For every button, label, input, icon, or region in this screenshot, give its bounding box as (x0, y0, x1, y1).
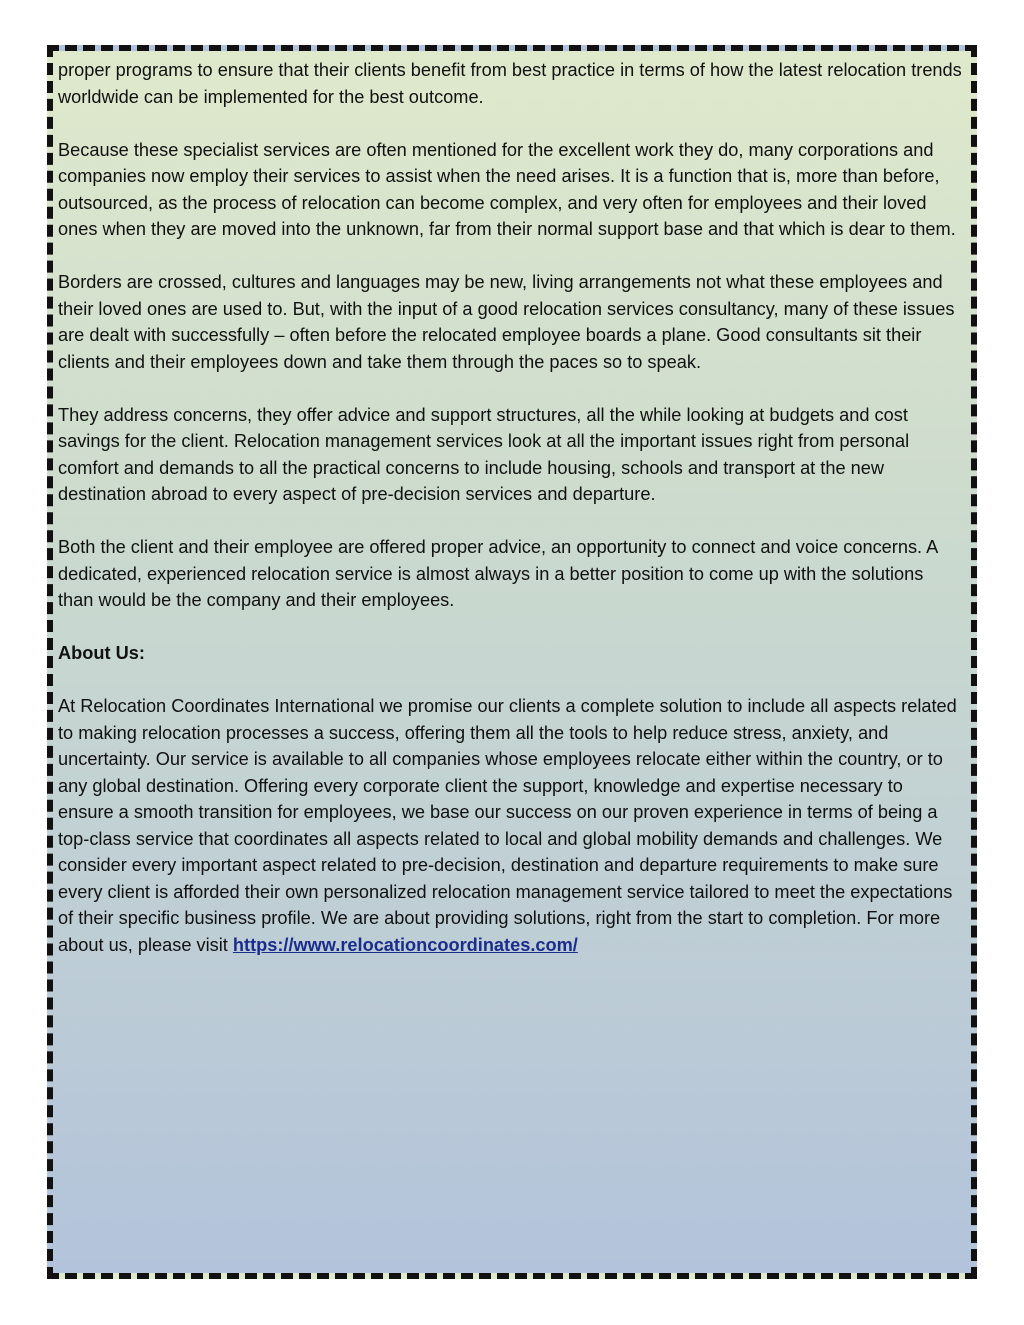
website-link[interactable]: https://www.relocationcoordinates.com/ (232, 934, 578, 955)
paragraph-concerns: They address concerns, they offer advice and support structures, all the while looking at budgets and cost savings for the client. Relocation management services look at all the important issues right from personal comfort and demands to all the practical concerns to include housing, schools and transport at the new destination abroad to every aspect of pre-decision services and departure. (58, 404, 910, 504)
paragraph-borders: Borders are crossed, cultures and languages may be new, living arrangements not what these employees and their loved ones are used to. But, with the input of a good relocation services consultancy, many of these issues are dealt with successfully – often before the relocated employee boards a plane. Good consultants sit their clients and their employees down and take them through the paces so to speak. (58, 272, 955, 372)
paragraph-advice: Both the client and their employee are offered proper advice, an opportunity to connect and voice concerns. A dedicated, experienced relocation service is almost always in a better position to come up with the solutions than would be the company and their employees. (58, 537, 938, 610)
paragraph-intro: proper programs to ensure that their clients benefit from best practice in terms of how the latest relocation trends worldwide can be implemented for the best outcome. (58, 60, 962, 107)
about-us-body: At Relocation Coordinates International we promise our clients a complete solution to include all aspects related to making relocation processes a success, offering them all the tools to help reduce stress, anxiety, and uncertainty. Our service is available to all companies whose employees relocate either within the country, or to any global destination. Offering every corporate client the support, knowledge and expertise necessary to ensure a smooth transition for employees, we base our success on our proven experience in terms of being a top-class service that coordinates all aspects related to local and global mobility demands and challenges. We consider every important aspect related to pre-decision, destination and departure requirements to make sure every client is afforded their own personalized relocation management service tailored to meet the expectations of their specific business profile. We are about providing solutions, right from the start to completion. For more about us, please visit (58, 696, 957, 955)
paragraph-outsourcing: Because these specialist services are often mentioned for the excellent work they do, many corporations and companies now employ their services to assist when the need arises. It is a function that is, more than before, outsourced, as the process of relocation can become complex, and very often for employees and their loved ones when they are moved into the unknown, far from their normal support base and that which is dear to them. (58, 139, 956, 239)
about-us-paragraph (58, 693, 963, 958)
about-us-heading: About Us: (58, 643, 145, 663)
document-body (58, 57, 963, 985)
